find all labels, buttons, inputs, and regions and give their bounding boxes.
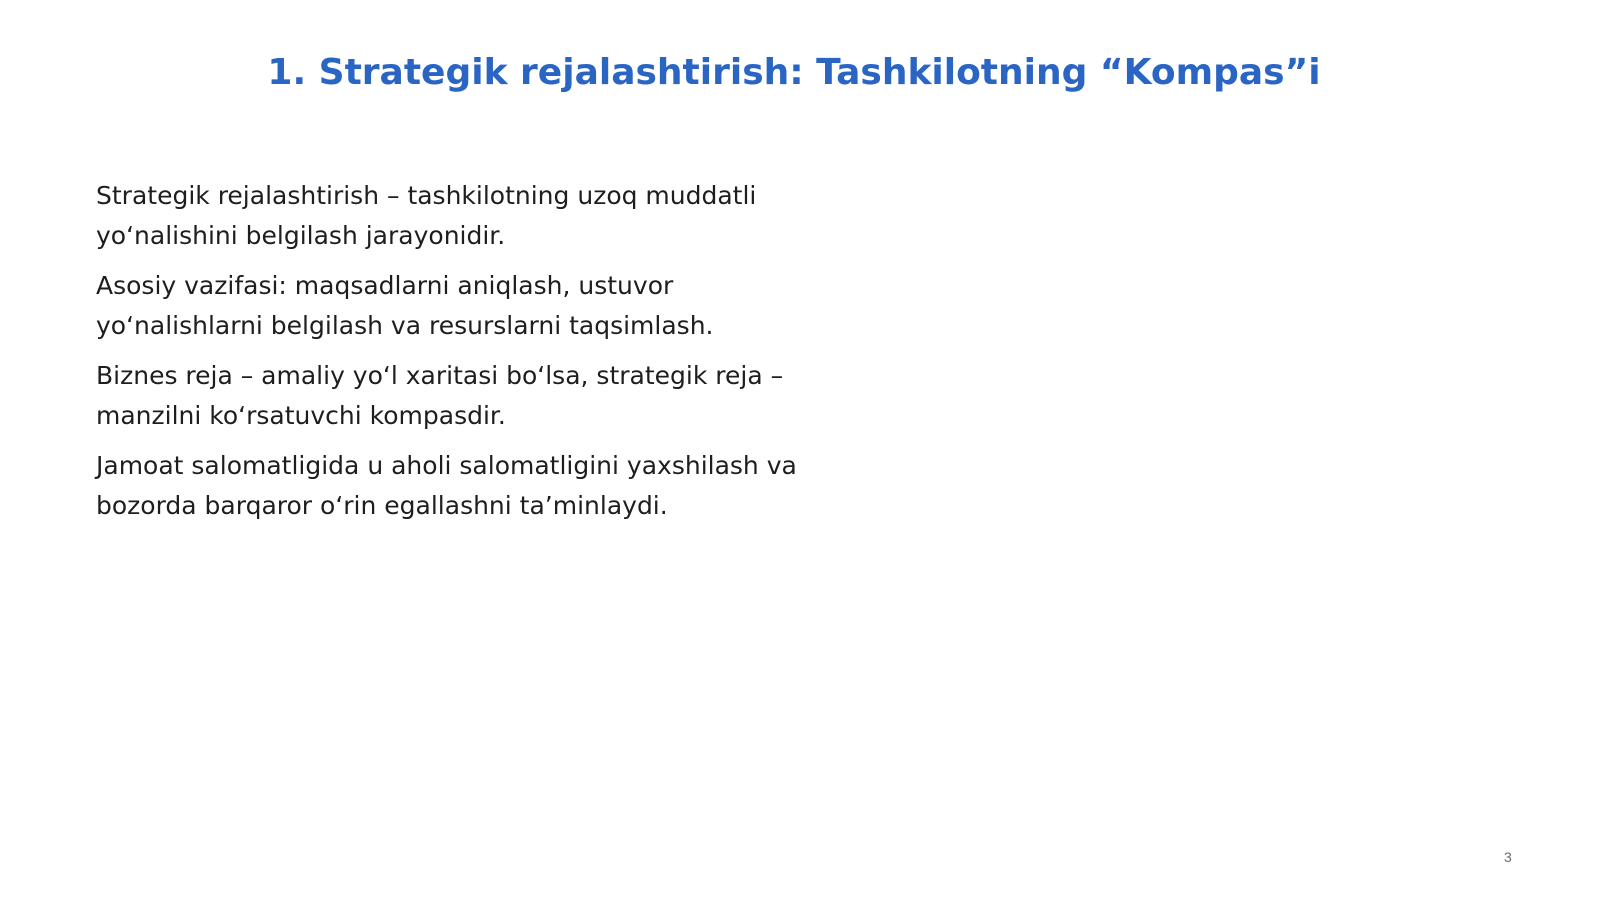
slide-title: 1. Strategik rejalashtirish: Tashkilotning “Kompas”i (267, 52, 1321, 93)
paragraph-1: Strategik rejalashtirish – tashkilotning uzoq muddatli yoʻnalishini belgilash jarayonidir. (96, 181, 757, 250)
paragraph-4: Jamoat salomatligida u aholi salomatligini yaxshilash va bozorda barqaror oʻrin egallashni ta’minlaydi. (96, 451, 797, 520)
page-number: 3 (1504, 849, 1512, 865)
slide-body (96, 176, 816, 536)
paragraph-3: Biznes reja – amaliy yoʻl xaritasi boʻlsa, strategik reja – manzilni koʻrsatuvchi kompasdir. (96, 361, 784, 430)
paragraph-2: Asosiy vazifasi: maqsadlarni aniqlash, ustuvor yoʻnalishlarni belgilash va resurslarni taqsimlash. (96, 271, 714, 340)
